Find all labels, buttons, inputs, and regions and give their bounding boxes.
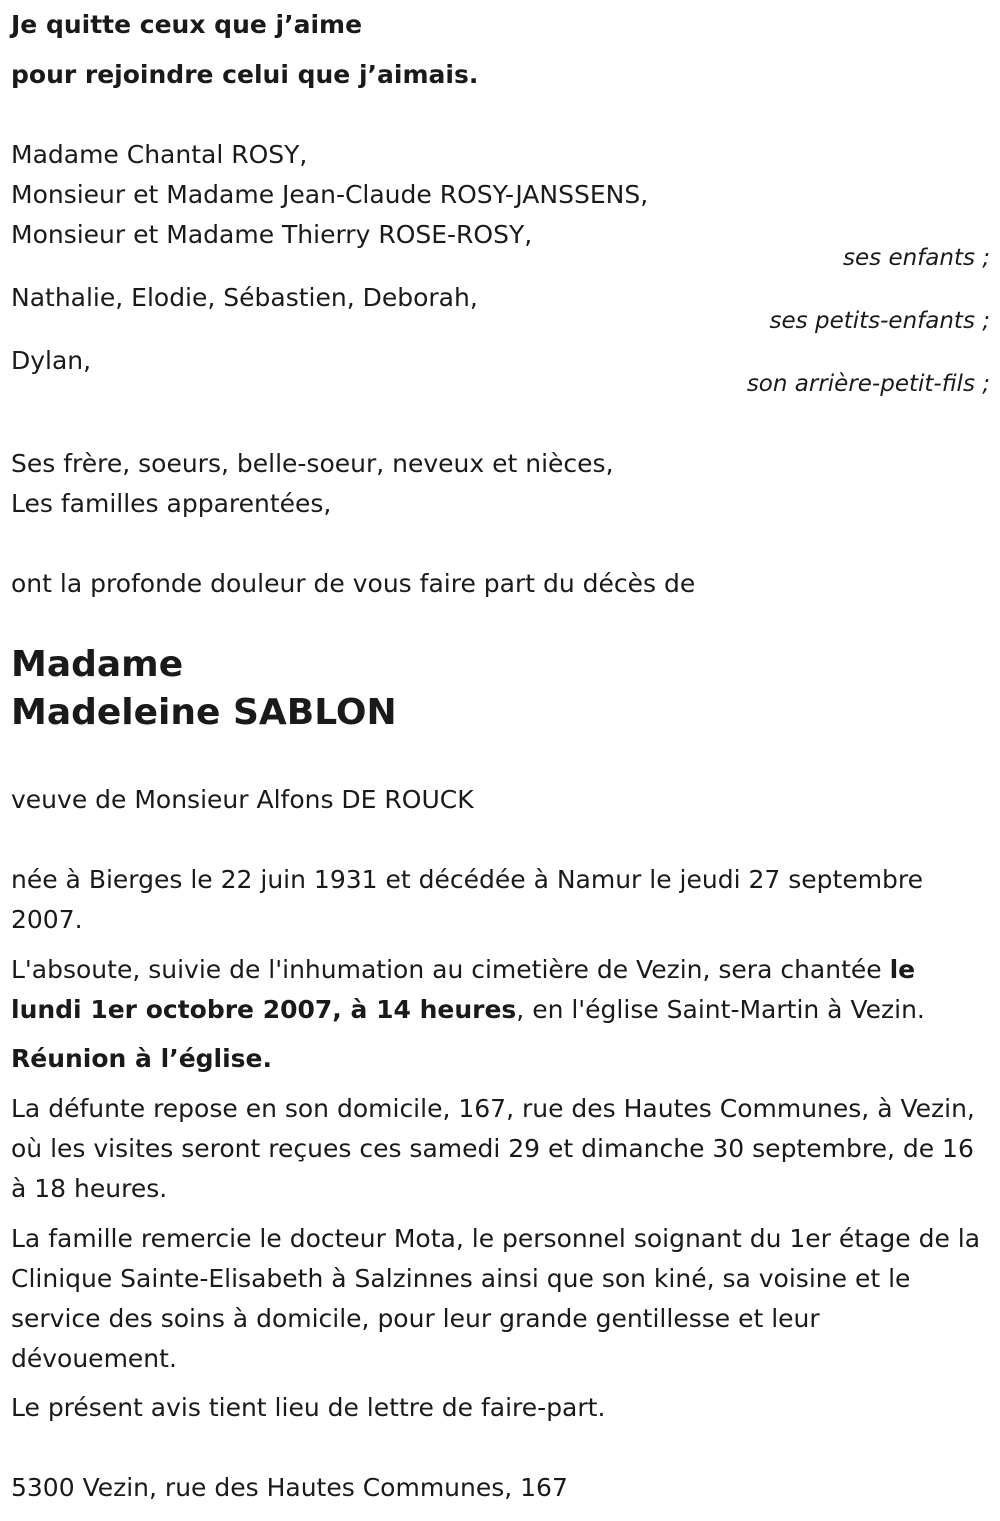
notice-text: Le présent avis tient lieu de lettre de faire-part. bbox=[11, 1393, 606, 1422]
relation-great-grandchild: son arrière-petit-fils ; bbox=[746, 371, 990, 397]
repose-info: La défunte repose en son domicile, 167, rue des Hautes Communes, à Vezin, où les visites seront reçues ces samedi 29 et dimanche 30 septembre, de 16 à 18 heures. bbox=[11, 1094, 975, 1203]
relation-grandchildren: ses petits-enfants ; bbox=[769, 308, 990, 334]
deceased-title: Madame bbox=[11, 644, 184, 685]
epigraph-line-1: Je quitte ceux que j’aime bbox=[11, 10, 363, 39]
service-info bbox=[11, 950, 990, 1030]
child-name-3: Monsieur et Madame Thierry ROSE-ROSY, bbox=[11, 220, 533, 249]
other-relatives: Ses frère, soeurs, belle-soeur, neveux et nièces, bbox=[11, 449, 614, 478]
child-name-1: Madame Chantal ROSY, bbox=[11, 140, 308, 169]
epigraph-line-2: pour rejoindre celui que j’aimais. bbox=[11, 60, 479, 89]
service-date-time: le lundi 1er octobre 2007, à 14 heures bbox=[11, 955, 916, 1024]
grandchildren-names: Nathalie, Elodie, Sébastien, Deborah, bbox=[11, 283, 478, 312]
deceased-name: Madeleine SABLON bbox=[11, 692, 397, 733]
service-text-before: L'absoute, suivie de l'inhumation au cimetière de Vezin, sera chantée bbox=[11, 955, 890, 984]
child-name-2: Monsieur et Madame Jean-Claude ROSY-JANSSENS, bbox=[11, 180, 649, 209]
related-families: Les familles apparentées, bbox=[11, 489, 332, 518]
great-grandchild-name: Dylan, bbox=[11, 346, 92, 375]
address: 5300 Vezin, rue des Hautes Communes, 167 bbox=[11, 1473, 568, 1502]
widow-of: veuve de Monsieur Alfons DE ROUCK bbox=[11, 785, 474, 814]
meeting-note: Réunion à l’église. bbox=[11, 1044, 273, 1073]
relation-children: ses enfants ; bbox=[843, 245, 990, 271]
thanks-paragraph: La famille remercie le docteur Mota, le personnel soignant du 1er étage de la Clinique Sainte-Elisabeth à Salzinnes ainsi que son kiné, sa voisine et le service des soins à domicile, pour leur grande gentillesse et leur dévouement. bbox=[11, 1224, 981, 1373]
service-text-after: , en l'église Saint-Martin à Vezin. bbox=[516, 995, 925, 1024]
birth-death-info: née à Bierges le 22 juin 1931 et décédée à Namur le jeudi 27 septembre 2007. bbox=[11, 865, 924, 934]
announcement-text: ont la profonde douleur de vous faire part du décès de bbox=[11, 569, 696, 598]
